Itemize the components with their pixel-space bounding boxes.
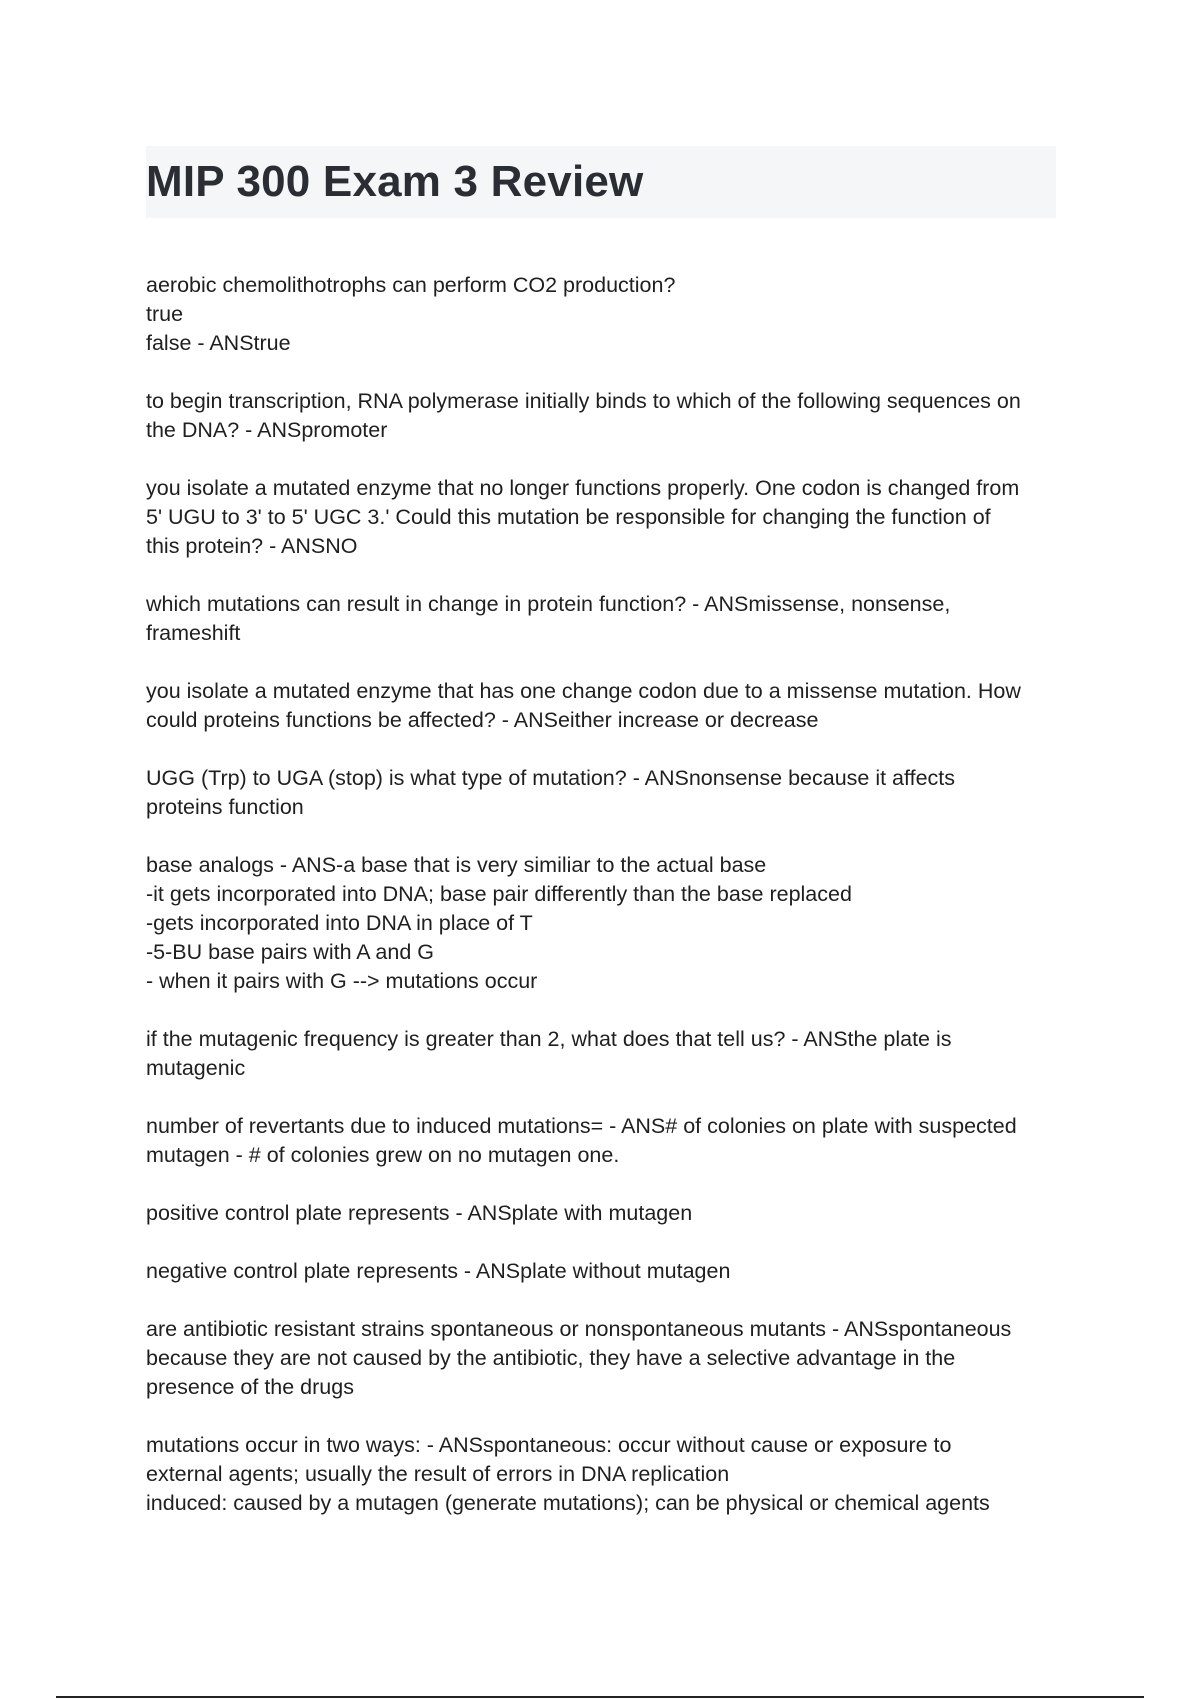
- text-line: 5' UGU to 3' to 5' UGC 3.' Could this mutation be responsible for changing the function of: [146, 505, 991, 529]
- text-line: - when it pairs with G --> mutations occur: [146, 969, 538, 993]
- text-line: aerobic chemolithotrophs can perform CO2 production?: [146, 273, 676, 297]
- document-title: MIP 300 Exam 3 Review: [146, 157, 644, 206]
- text-line: false - ANStrue: [146, 331, 291, 355]
- text-line: presence of the drugs: [146, 1375, 354, 1399]
- qa-item: [146, 1257, 1066, 1286]
- text-line: which mutations can result in change in protein function? - ANSmissense, nonsense,: [146, 592, 951, 616]
- qa-item: [146, 1431, 1066, 1518]
- qa-item: [146, 1315, 1066, 1402]
- text-line: mutagen - # of colonies grew on no mutagen one.: [146, 1143, 620, 1167]
- text-line: you isolate a mutated enzyme that no longer functions properly. One codon is changed from: [146, 476, 1020, 500]
- text-line: frameshift: [146, 621, 241, 645]
- qa-item: [146, 1199, 1066, 1228]
- text-line: induced: caused by a mutagen (generate mutations); can be physical or chemical agents: [146, 1491, 990, 1515]
- text-line: negative control plate represents - ANSplate without mutagen: [146, 1259, 731, 1283]
- qa-item: [146, 764, 1066, 822]
- text-line: external agents; usually the result of errors in DNA replication: [146, 1462, 730, 1486]
- qa-item: [146, 590, 1066, 648]
- text-line: you isolate a mutated enzyme that has one change codon due to a missense mutation. How: [146, 679, 1021, 703]
- text-line: -gets incorporated into DNA in place of T: [146, 911, 533, 935]
- text-line: proteins function: [146, 795, 304, 819]
- text-line: positive control plate represents - ANSplate with mutagen: [146, 1201, 693, 1225]
- text-line: this protein? - ANSNO: [146, 534, 358, 558]
- text-line: could proteins functions be affected? - ANSeither increase or decrease: [146, 708, 819, 732]
- text-line: UGG (Trp) to UGA (stop) is what type of mutation? - ANSnonsense because it affects: [146, 766, 956, 790]
- text-line: if the mutagenic frequency is greater than 2, what does that tell us? - ANSthe plate is: [146, 1027, 952, 1051]
- text-line: mutagenic: [146, 1056, 246, 1080]
- text-line: base analogs - ANS-a base that is very similiar to the actual base: [146, 853, 767, 877]
- text-line: true: [146, 302, 184, 326]
- text-line: number of revertants due to induced mutations= - ANS# of colonies on plate with suspected: [146, 1114, 1017, 1138]
- qa-item: [146, 1025, 1066, 1083]
- page-divider: [56, 1696, 1144, 1698]
- text-line: mutations occur in two ways: - ANSspontaneous: occur without cause or exposure to: [146, 1433, 952, 1457]
- qa-item: [146, 387, 1066, 445]
- text-line: -5-BU base pairs with A and G: [146, 940, 435, 964]
- qa-item: [146, 271, 1066, 358]
- text-line: the DNA? - ANSpromoter: [146, 418, 388, 442]
- text-line: are antibiotic resistant strains spontaneous or nonspontaneous mutants - ANSspontaneous: [146, 1317, 1012, 1341]
- text-line: to begin transcription, RNA polymerase initially binds to which of the following sequences on: [146, 389, 1021, 413]
- qa-list: [146, 271, 1066, 1547]
- text-line: because they are not caused by the antibiotic, they have a selective advantage in the: [146, 1346, 956, 1370]
- qa-item: [146, 474, 1066, 561]
- qa-item: [146, 851, 1066, 996]
- text-line: -it gets incorporated into DNA; base pair differently than the base replaced: [146, 882, 852, 906]
- qa-item: [146, 677, 1066, 735]
- qa-item: [146, 1112, 1066, 1170]
